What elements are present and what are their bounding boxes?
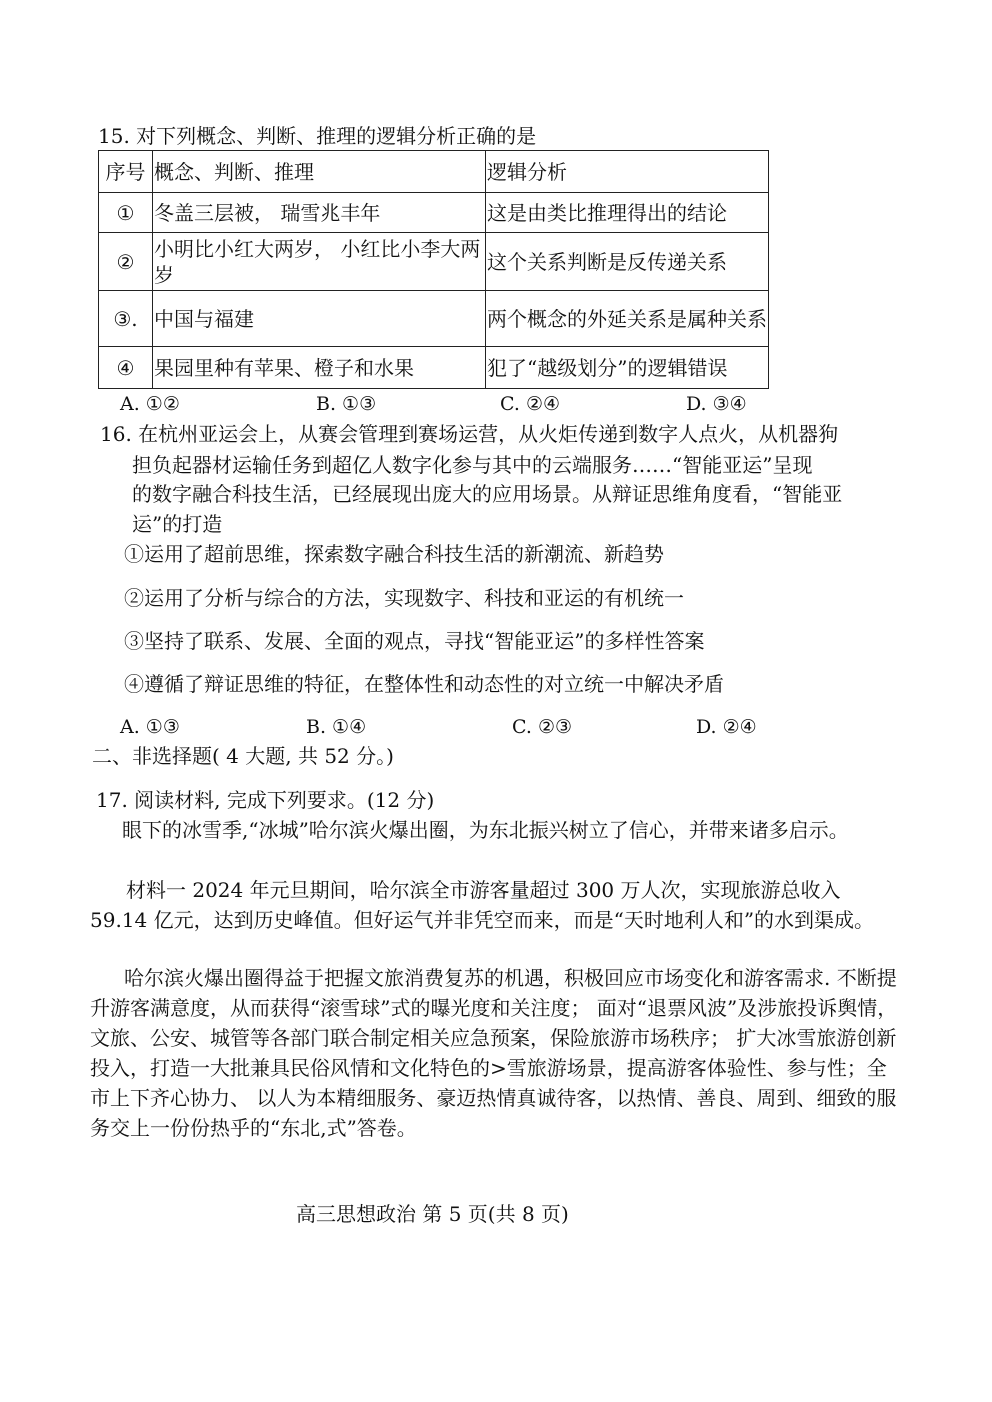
page-footer: 高三思想政治 第 5 页(共 8 页): [296, 1202, 569, 1226]
row-analysis: 这是由类比推理得出的结论: [486, 193, 769, 233]
q16-option-b: B. ①④: [306, 716, 367, 738]
q17-stem: 17. 阅读材料, 完成下列要求。(12 分): [96, 788, 435, 812]
q15-option-c: C. ②④: [500, 393, 561, 415]
table-row: [99, 291, 769, 347]
row-analysis: 犯了“越级划分”的逻辑错误: [486, 347, 769, 389]
row-analysis: 这个关系判断是反传递关系: [486, 233, 769, 291]
table-row: [99, 233, 769, 291]
q16-stem-line: 的数字融合科技生活，已经展现出庞大的应用场景。从辩证思维角度看，“智能亚: [132, 482, 843, 506]
row-number: ④: [99, 347, 153, 389]
header-cell: 序号: [99, 151, 153, 193]
row-number: ③.: [99, 291, 153, 347]
row-number: ②: [99, 233, 153, 291]
row-number: ①: [99, 193, 153, 233]
table-row: [99, 347, 769, 389]
q16-option-a: A. ①③: [120, 716, 180, 738]
header-cell: 逻辑分析: [486, 151, 769, 193]
q15-table: [98, 150, 769, 389]
table-header-row: [99, 151, 769, 193]
q15-option-a: A. ①②: [120, 393, 180, 415]
q15-stem: 15. 对下列概念、判断、推理的逻辑分析正确的是: [98, 124, 537, 148]
q15-option-d: D. ③④: [686, 393, 747, 415]
table-row: [99, 193, 769, 233]
q16-stem-line: 16. 在杭州亚运会上，从赛会管理到赛场运营，从火炬传递到数字人点火，从机器狗: [100, 422, 839, 446]
row-item: 果园里种有苹果、橙子和水果: [153, 347, 486, 389]
q16-statement: ①运用了超前思维，探索数字融合科技生活的新潮流、新趋势: [124, 542, 664, 566]
row-item: 冬盖三层被， 瑞雪兆丰年: [153, 193, 486, 233]
q15-option-b: B. ①③: [316, 393, 377, 415]
row-item: 中国与福建: [153, 291, 486, 347]
q17-intro: 眼下的冰雪季,“冰城”哈尔滨火爆出圈，为东北振兴树立了信心，并带来诸多启示。: [122, 818, 849, 842]
row-item: 小明比小红大两岁， 小红比小李大两岁: [153, 233, 486, 291]
section-heading: 二、非选择题( 4 大题, 共 52 分。): [92, 744, 394, 768]
q16-option-c: C. ②③: [512, 716, 573, 738]
q16-option-d: D. ②④: [696, 716, 757, 738]
header-cell: 概念、判断、推理: [153, 151, 486, 193]
q16-statement: ④遵循了辩证思维的特征，在整体性和动态性的对立统一中解决矛盾: [124, 672, 724, 696]
q16-statement: ②运用了分析与综合的方法，实现数字、科技和亚运的有机统一: [124, 586, 684, 610]
q17-paragraph: 哈尔滨火爆出圈得益于把握文旅消费复苏的机遇，积极回应市场变化和游客需求. 不断提升游客满意度，从而获得“滚雪球”式的曝光度和关注度； 面对“退票风波”及涉旅投诉舆情，文旅、公安、城管等各部门联合制定相关应急预案，保险旅游市场秩序； 扩大冰雪旅游创新投入，打造一大批兼具民俗风情和文化特色的>雪旅游场景，提高游客体验性、参与性；全市上下齐心协力、 以人为本精细服务、豪迈热情真诚待客，以热情、善良、周到、细致的服务交上一份份热乎的“东北,式”答卷。: [90, 966, 898, 1140]
q16-stem-line: 担负起器材运输任务到超亿人数字化参与其中的云端服务……“智能亚运”呈现: [132, 453, 813, 477]
row-analysis: 两个概念的外延关系是属种关系: [486, 291, 769, 347]
q17-material-1: 材料一 2024 年元旦期间，哈尔滨全市游客量超过 300 万人次，实现旅游总收入 59.14 亿元，达到历史峰值。但好运气并非凭空而来，而是“天时地利人和”的水到渠成。: [90, 878, 875, 932]
q16-statement: ③坚持了联系、发展、全面的观点，寻找“智能亚运”的多样性答案: [124, 629, 705, 653]
q16-stem-line: 运”的打造: [132, 512, 223, 536]
